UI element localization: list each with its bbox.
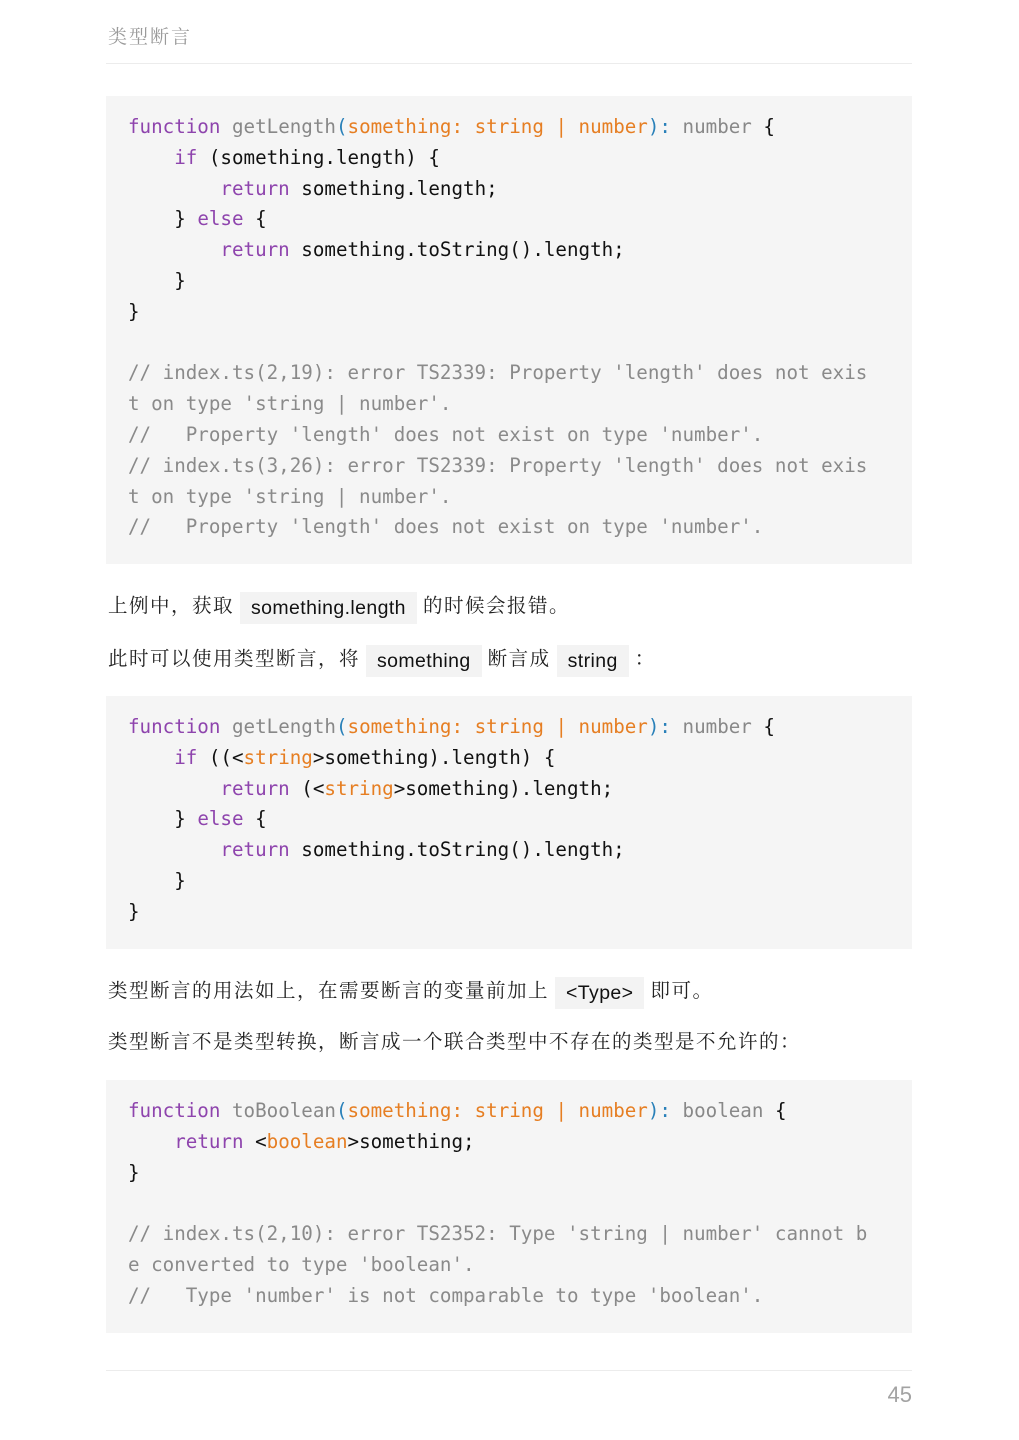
- code-token: function: [128, 1099, 221, 1122]
- code-token: (<: [289, 776, 325, 800]
- code-block-toboolean-error: [106, 1080, 912, 1333]
- code-line: [128, 1250, 890, 1281]
- code-token: }: [128, 868, 186, 892]
- paragraph-error-note: [108, 590, 570, 622]
- inline-code: something.length: [240, 592, 417, 624]
- code-token: // Property 'length' does not exist on type 'number'.: [128, 422, 764, 446]
- code-line: [128, 451, 890, 482]
- code-token: getLength: [231, 715, 336, 738]
- page-header-title: 类型断言: [108, 26, 193, 48]
- paragraph-text: 类型断言不是类型转换，断言成一个联合类型中不存在的类型是不允许的：: [108, 1030, 802, 1053]
- code-line: [128, 1127, 890, 1158]
- code-token: return: [174, 1129, 244, 1153]
- code-token: ):: [647, 1099, 671, 1122]
- code-token: something: string | number: [347, 115, 648, 138]
- paragraph-text: 即可。: [650, 979, 714, 1002]
- code-line: [128, 1096, 890, 1127]
- inline-code: string: [557, 645, 629, 677]
- paragraph-not-conversion: [108, 1027, 801, 1057]
- code-line: [128, 897, 890, 928]
- code-line: [128, 512, 890, 543]
- paragraph-text: 断言成: [487, 647, 551, 670]
- code-line: [128, 1281, 890, 1312]
- paragraph-assertion-intro: [108, 643, 656, 675]
- code-token: else: [197, 207, 244, 231]
- code-token: if: [174, 145, 198, 169]
- code-token: something: string | number: [347, 715, 648, 738]
- code-token: }: [128, 1160, 140, 1184]
- code-token: function: [128, 115, 221, 138]
- inline-code: something: [366, 645, 482, 677]
- code-line: [128, 389, 890, 420]
- code-line: [128, 1158, 890, 1189]
- code-token: return: [220, 838, 290, 862]
- code-token: >something).length) {: [312, 745, 556, 769]
- code-token: // Type 'number' is not comparable to type 'boolean'.: [128, 1283, 764, 1307]
- code-token: // Property 'length' does not exist on type 'number'.: [128, 515, 764, 539]
- code-token: (: [335, 1099, 348, 1122]
- code-line: [128, 1219, 890, 1250]
- code-token: <: [243, 1129, 267, 1153]
- code-token: getLength: [231, 115, 336, 138]
- code-token: (: [335, 715, 348, 738]
- code-token: ):: [647, 715, 671, 738]
- code-token: [671, 115, 683, 138]
- code-token: if: [174, 745, 198, 769]
- code-token: [128, 838, 220, 861]
- code-line: [128, 235, 890, 266]
- code-line: [128, 774, 890, 805]
- code-token: number: [682, 715, 752, 738]
- paragraph-usage: [108, 975, 713, 1007]
- code-token: }: [128, 899, 140, 923]
- code-line: [128, 712, 890, 743]
- code-token: >something).length;: [393, 776, 614, 800]
- code-token: {: [751, 715, 775, 738]
- code-line: [128, 835, 890, 866]
- code-token: something.toString().length;: [289, 838, 625, 862]
- code-token: {: [243, 207, 267, 231]
- header-divider: [106, 63, 912, 64]
- code-token: [671, 715, 683, 738]
- paragraph-text: 的时候会报错。: [422, 594, 570, 617]
- code-token: [128, 777, 220, 800]
- paragraph-text: 类型断言的用法如上，在需要断言的变量前加上: [108, 979, 550, 1002]
- code-token: [671, 1099, 683, 1122]
- code-token: [128, 238, 220, 261]
- code-token: return: [220, 238, 290, 262]
- code-token: string: [324, 776, 394, 800]
- code-token: t on type 'string | number'.: [128, 392, 452, 416]
- code-token: something.toString().length;: [289, 238, 625, 262]
- code-line: [128, 358, 890, 389]
- code-line: [128, 297, 890, 328]
- code-token: something: string | number: [347, 1099, 648, 1122]
- code-line: [128, 328, 890, 359]
- code-line: [128, 866, 890, 897]
- code-line: [128, 112, 890, 143]
- code-line: [128, 174, 890, 205]
- code-token: boolean: [266, 1129, 348, 1153]
- code-token: else: [197, 807, 244, 831]
- code-block-getlength-error: [106, 96, 912, 564]
- paragraph-text: 此时可以使用类型断言，将: [108, 647, 361, 670]
- code-token: {: [763, 1099, 787, 1122]
- code-line: [128, 743, 890, 774]
- code-token: number: [682, 115, 752, 138]
- code-token: {: [751, 115, 775, 138]
- paragraph-text: 上例中，获取: [108, 594, 235, 617]
- code-line: [128, 420, 890, 451]
- code-token: }: [128, 807, 198, 831]
- code-token: toBoolean: [231, 1099, 336, 1122]
- code-line: [128, 804, 890, 835]
- code-token: e converted to type 'boolean'.: [128, 1252, 475, 1276]
- code-token: [220, 715, 232, 738]
- code-token: (: [335, 115, 348, 138]
- code-token: }: [128, 268, 186, 292]
- code-block-getlength-assertion: [106, 696, 912, 949]
- code-token: [128, 746, 174, 769]
- code-token: [220, 115, 232, 138]
- code-token: [128, 146, 174, 169]
- code-token: return: [220, 176, 290, 200]
- code-line: [128, 482, 890, 513]
- code-token: return: [220, 776, 290, 800]
- code-token: }: [128, 299, 140, 323]
- footer-divider: [106, 1370, 912, 1371]
- code-token: [128, 1130, 174, 1153]
- code-token: [128, 177, 220, 200]
- code-token: >something;: [347, 1129, 475, 1153]
- code-line: [128, 143, 890, 174]
- code-token: ((<: [197, 745, 244, 769]
- code-token: string: [243, 745, 313, 769]
- code-token: ):: [647, 115, 671, 138]
- code-line: [128, 266, 890, 297]
- code-token: (something.length) {: [197, 145, 440, 169]
- code-line: [128, 204, 890, 235]
- code-token: function: [128, 715, 221, 738]
- code-token: t on type 'string | number'.: [128, 484, 452, 508]
- code-token: }: [128, 207, 198, 231]
- code-line: [128, 1188, 890, 1219]
- code-token: // index.ts(2,10): error TS2352: Type 'string | number' cannot b: [128, 1222, 868, 1246]
- paragraph-text: ：: [634, 647, 656, 670]
- code-token: something.length;: [289, 176, 498, 200]
- inline-code: <Type>: [555, 977, 644, 1009]
- code-token: boolean: [682, 1099, 764, 1122]
- page-number: 45: [887, 1382, 912, 1407]
- code-token: // index.ts(2,19): error TS2339: Property 'length' does not exis: [128, 361, 868, 385]
- code-token: {: [243, 807, 267, 831]
- code-token: // index.ts(3,26): error TS2339: Property 'length' does not exis: [128, 453, 868, 477]
- code-token: [220, 1099, 232, 1122]
